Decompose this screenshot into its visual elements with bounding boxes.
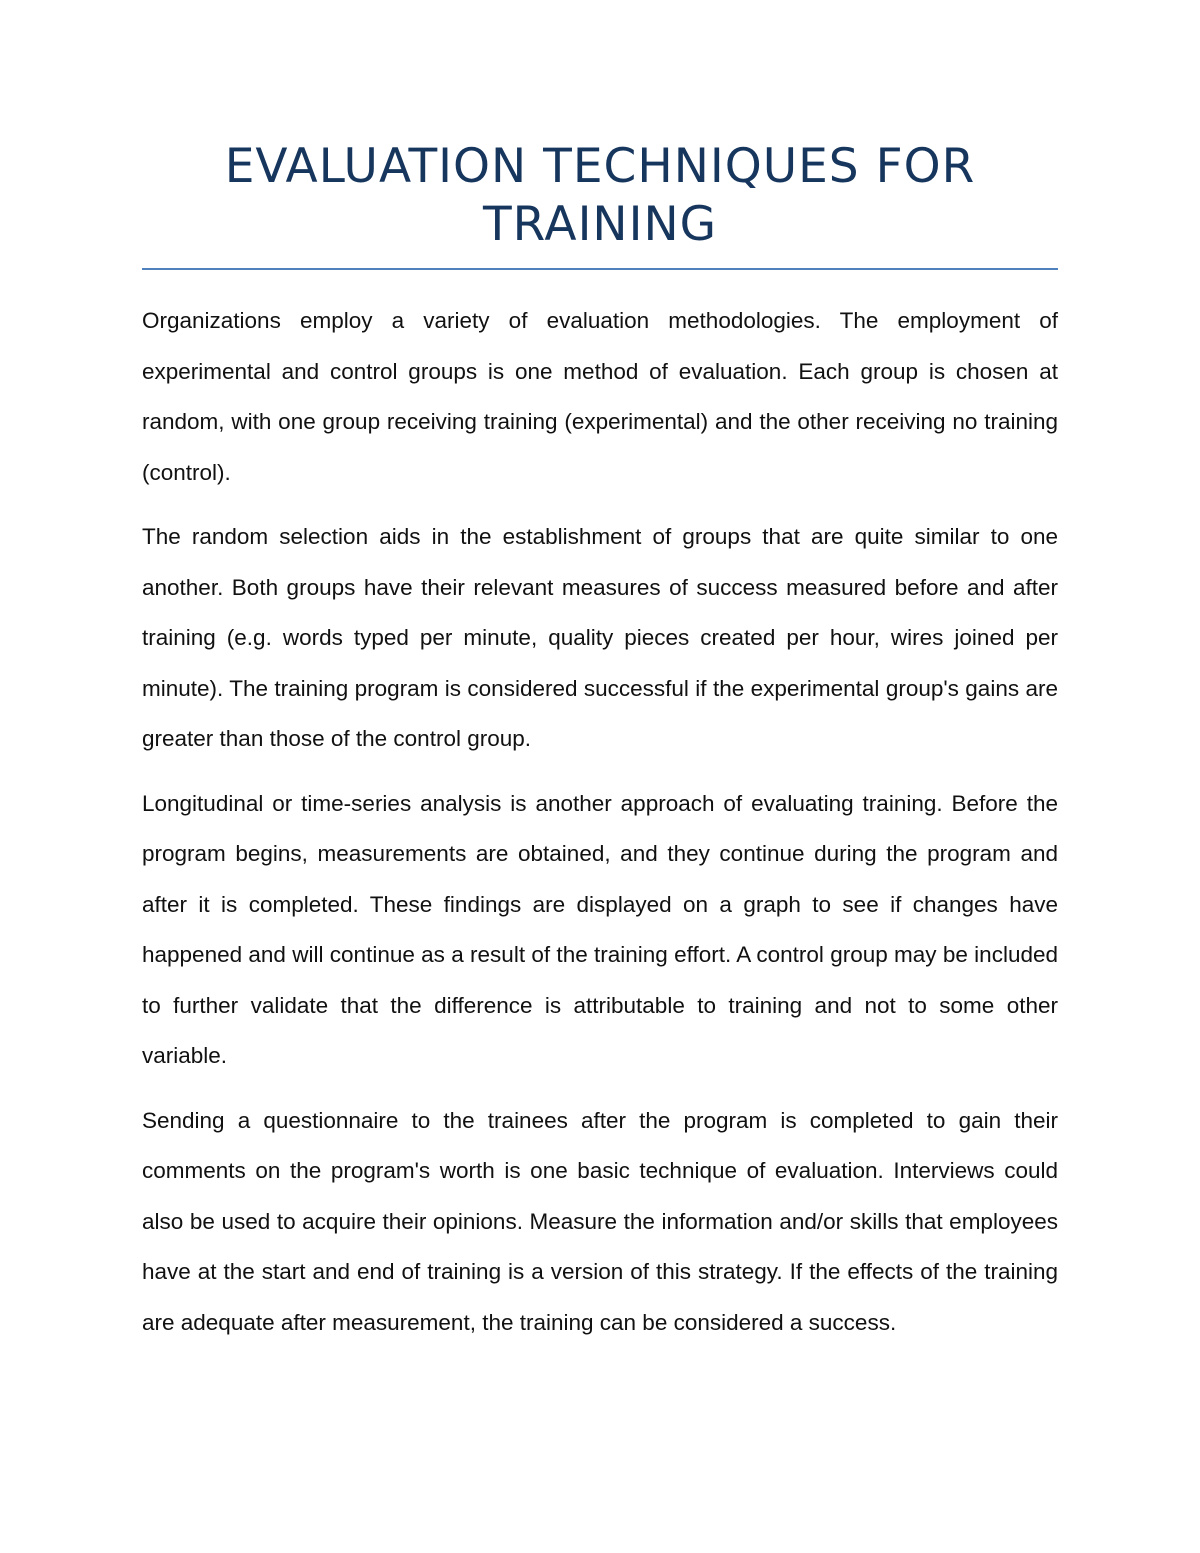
paragraph-4: Sending a questionnaire to the trainees after the program is completed to gain their comments on the program's worth is one basic technique of evaluation. Interviews could also be used to acquire their opinions. Measure the information and/or skills that employees have at the start and end of training is a version of this strategy. If the effects of the training are adequate after measurement, the training can be considered a success. — [142, 1107, 1058, 1335]
paragraph-1: Organizations employ a variety of evaluation methodologies. The employment of experimental and control groups is one method of evaluation. Each group is chosen at random, with one group receiving training (experimental) and the other receiving no training (control). — [142, 308, 1058, 485]
paragraph-3: Longitudinal or time-series analysis is another approach of evaluating training. Before the program begins, measurements are obtained, and they continue during the program and after it is completed. These findings are displayed on a graph to see if changes have happened and will continue as a result of the training effort. A control group may be included to further validate that the difference is attributable to training and not to some other variable. — [142, 790, 1058, 1068]
document-title — [142, 138, 1058, 254]
title-line-1: EVALUATION TECHNIQUES FOR — [224, 139, 976, 194]
title-underline — [142, 268, 1058, 270]
title-line-2: TRAINING — [482, 197, 718, 252]
paragraph-2: The random selection aids in the establishment of groups that are quite similar to one another. Both groups have their relevant measures of success measured before and after training (e.g. words typed per minute, quality pieces created per hour, wires joined per minute). The training program is considered successful if the experimental group's gains are greater than those of the control group. — [142, 524, 1058, 751]
document-body — [142, 296, 1058, 1348]
document-page — [142, 138, 1058, 1362]
